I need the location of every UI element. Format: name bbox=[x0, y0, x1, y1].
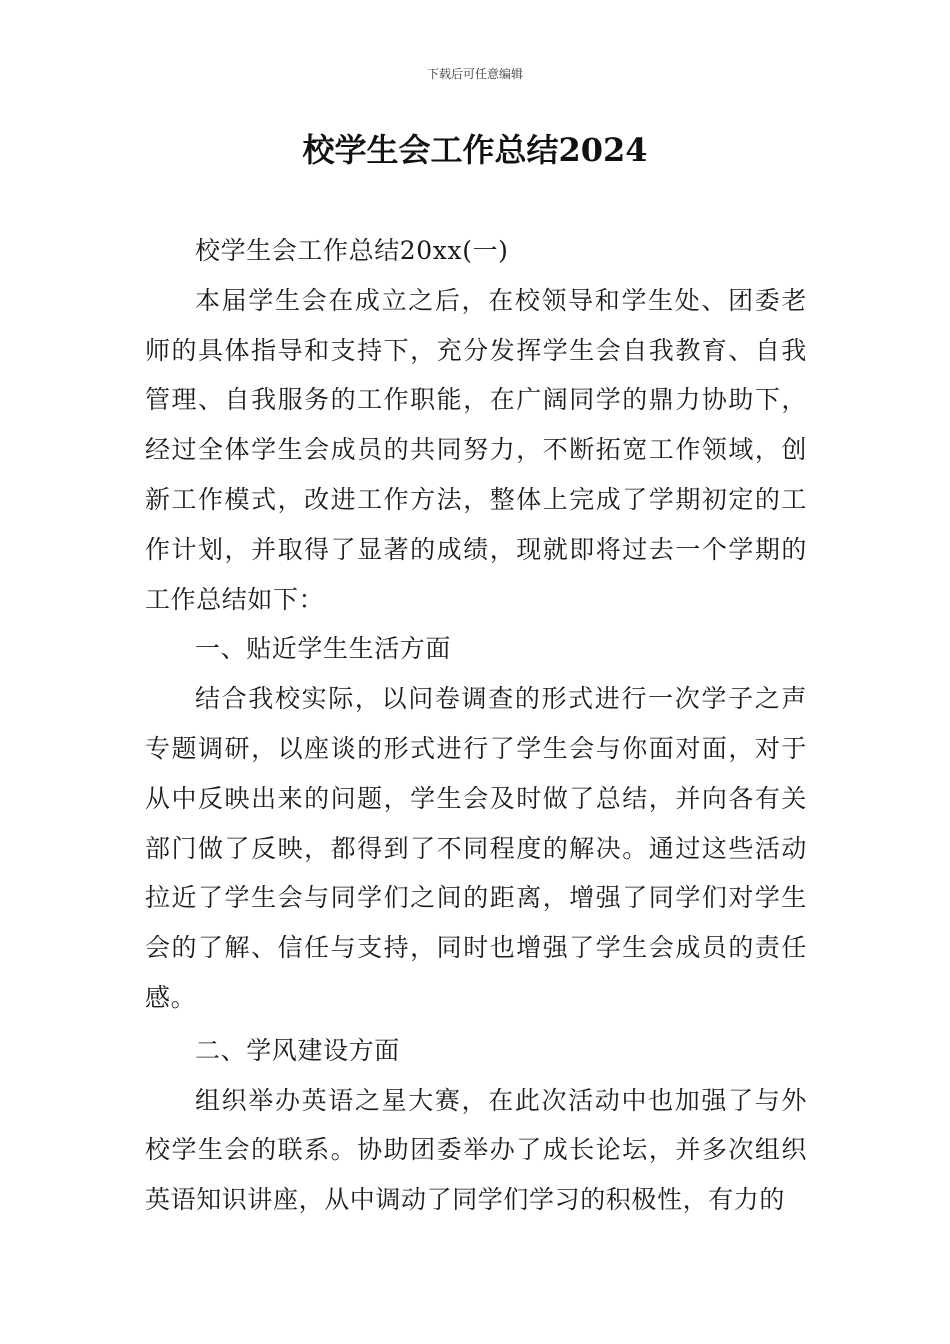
document-title: 校学生会工作总结2024 bbox=[302, 131, 648, 169]
section-heading-student-life: 一、贴近学生生活方面 bbox=[195, 634, 452, 664]
header-note: 下载后可任意编辑 bbox=[426, 67, 523, 81]
intro-paragraph: 本届学生会在成立之后，在校领导和学生处、团委老师的具体指导和支持下，充分发挥学生会自我教育、自我管理、自我服务的工作职能，在广阔同学的鼎力协助下，经过全体学生会成员的共同努力，不断拓宽工作领域，创新工作模式，改进工作方法，整体上完成了学期初定的工作计划，并取得了显著的成绩，现就即将过去一个学期的工作总结如下： bbox=[145, 285, 807, 614]
study-style-paragraph: 组织举办英语之星大赛，在此次活动中也加强了与外校学生会的联系。协助团委举办了成长论坛，并多次组织英语知识讲座，从中调动了同学们学习的积极性，有力的 bbox=[145, 1085, 807, 1215]
section-heading-study-style: 二、学风建设方面 bbox=[195, 1035, 400, 1065]
subtitle-paragraph: 校学生会工作总结20xx(一) bbox=[195, 236, 509, 265]
student-life-paragraph: 结合我校实际，以问卷调查的形式进行一次学子之声专题调研，以座谈的形式进行了学生会与你面对面，对于从中反映出来的问题，学生会及时做了总结，并向各有关部门做了反映，都得到了不同程度的解决。通过这些活动拉近了学生会与同学们之间的距离，增强了同学们对学生会的了解、信任与支持，同时也增强了学生会成员的责任感。 bbox=[145, 684, 807, 1012]
document-body bbox=[145, 226, 807, 1225]
